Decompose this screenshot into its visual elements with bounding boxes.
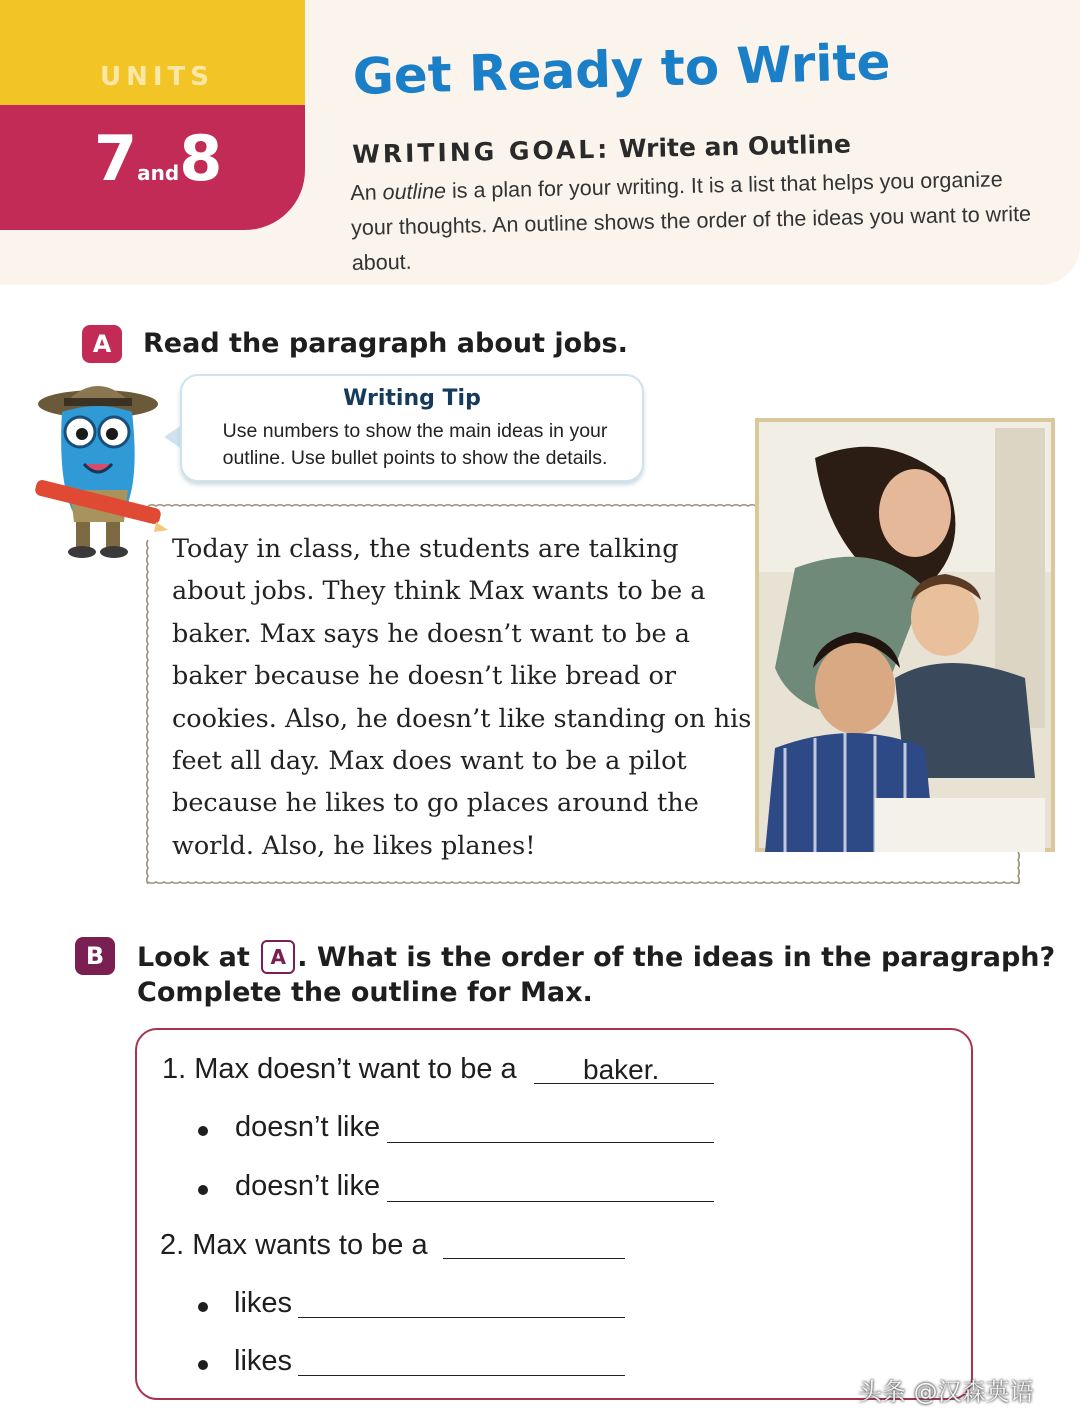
goal-body-pre: An	[350, 180, 383, 205]
section-b-instruction	[137, 940, 1055, 974]
outline-blank-2b[interactable]	[298, 1375, 625, 1376]
outline-item-2a: likes	[234, 1287, 293, 1319]
outline-item-2: 2. Max wants to be a	[160, 1229, 428, 1261]
units-tab-yellow	[0, 0, 305, 110]
section-b-badge: B	[75, 937, 115, 975]
outline-item-1: 1. Max doesn’t want to be a	[162, 1053, 517, 1085]
outline-item-1b: doesn’t like	[235, 1170, 381, 1202]
bullet-dot	[198, 1360, 208, 1370]
writing-tip-text: Use numbers to show the main ideas in your outline. Use bullet points to show the details.	[222, 420, 608, 469]
classroom-photo	[755, 418, 1055, 852]
writing-goal-description	[350, 161, 1052, 281]
outline-item-1a: doesn’t like	[235, 1111, 381, 1143]
writing-tip-title: Writing Tip	[343, 386, 481, 411]
outline-item-2b: likes	[234, 1345, 293, 1377]
section-a-badge: A	[82, 325, 122, 363]
outline-blank-2a[interactable]	[298, 1317, 625, 1318]
outline-blank-1a[interactable]	[387, 1142, 714, 1143]
section-b-instruction-pre: Look at	[137, 942, 260, 973]
outline-answer-1: baker.	[583, 1054, 660, 1085]
section-b-instruction-line2: Complete the outline for Max.	[137, 977, 593, 1008]
units-first: 7	[94, 122, 138, 195]
page-title: Get Ready to Write	[352, 32, 892, 106]
units-and: and	[137, 161, 180, 185]
bullet-dot	[198, 1302, 208, 1312]
goal-body-italic: outline	[382, 178, 447, 205]
outline-blank-2[interactable]	[443, 1258, 625, 1259]
writing-goal-value: Write an Outline	[618, 129, 852, 164]
watermark: 头条 @汉森英语	[858, 1378, 1034, 1406]
section-a-instruction: Read the paragraph about jobs.	[143, 328, 628, 359]
section-a-reference-badge: A	[261, 940, 295, 974]
units-number	[94, 122, 222, 195]
units-second: 8	[179, 122, 223, 195]
bullet-dot	[198, 1126, 208, 1136]
units-label: UNITS	[100, 62, 215, 92]
section-b-instruction-post: . What is the order of the ideas in the paragraph?	[297, 942, 1056, 973]
writing-tip-box	[180, 374, 644, 482]
writing-goal-label: WRITING GOAL:	[352, 134, 611, 169]
outline-blank-1b[interactable]	[387, 1201, 714, 1202]
goal-body-post: is a plan for your writing. It is a list that helps you organize your thoughts. An outline shows the order of the ideas you want to write about.	[350, 167, 1032, 275]
paragraph-text: Today in class, the students are talking about jobs. They think Max wants to be a baker. Max says he doesn’t want to be a baker because he doesn’t like bread or cookies. Also, he doesn’t like standing on his feet all day. Max does want to be a pilot because he likes to go places around the world. Also, he likes planes!	[172, 534, 752, 861]
bullet-dot	[198, 1185, 208, 1195]
